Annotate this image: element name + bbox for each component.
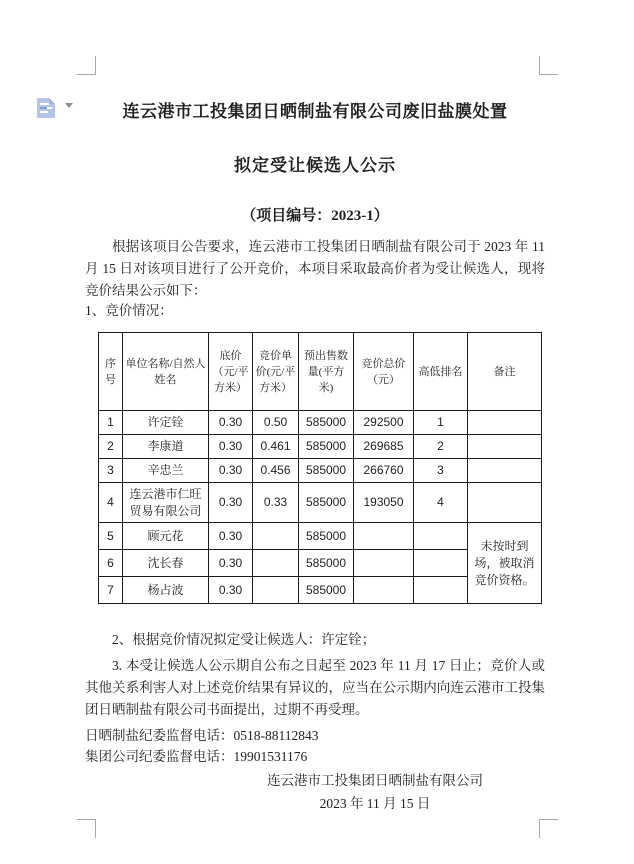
- col-header-name: 单位名称/自然人姓名: [123, 333, 209, 411]
- table-row: [99, 435, 542, 459]
- cell-seq: 7: [99, 577, 123, 604]
- cell-quantity: 585000: [299, 459, 354, 483]
- table-row: [99, 483, 542, 523]
- cell-quantity: 585000: [299, 577, 354, 604]
- col-header-unit: 竞价单价(元/平方米）: [253, 333, 299, 411]
- section3-text: 3. 本受让候选人公示期自公布之日起至 2023 年 11 月 17 日止；竞价人或其他关系利害人对上述竞价结果有异议的，应当在公示期内向连云港市工投集团日晒制盐有限公司书面提出，过期不再受理。: [85, 658, 545, 717]
- intro-paragraph: 根据该项目公告要求，连云港市工投集团日晒制盐有限公司于 2023 年 11 月 15 日对该项目进行了公开竞价，本项目采取最高价者为受让候选人，现将竞价结果公示如下：: [85, 239, 545, 298]
- cell-total: 193050: [354, 483, 414, 523]
- cell-quantity: 585000: [299, 435, 354, 459]
- cell-remark: [468, 411, 542, 435]
- col-header-rank: 高低排名: [414, 333, 468, 411]
- cell-total: [354, 523, 414, 550]
- signature-date: 2023 年 11 月 15 日: [319, 796, 431, 811]
- cell-base: 0.30: [209, 523, 253, 550]
- document-title-line2: 拟定受让候选人公示: [234, 156, 396, 175]
- cell-remark: [468, 483, 542, 523]
- cell-unit: [253, 550, 299, 577]
- cell-quantity: 585000: [299, 483, 354, 523]
- document-title-line1: 连云港市工投集团日晒制盐有限公司废旧盐膜处置: [122, 102, 508, 121]
- cell-unit: 0.456: [253, 459, 299, 483]
- cell-total: [354, 577, 414, 604]
- text-boundary-mark-bottom-right: [539, 819, 558, 838]
- project-number-line: （项目编号：2023-1）: [241, 208, 389, 224]
- cell-base: 0.30: [209, 435, 253, 459]
- cell-rank: 1: [414, 411, 468, 435]
- paste-options-button[interactable]: [36, 96, 73, 125]
- text-boundary-mark-top-right: [539, 56, 558, 75]
- cell-rank: [414, 577, 468, 604]
- cell-rank: [414, 550, 468, 577]
- cell-base: 0.30: [209, 577, 253, 604]
- col-header-remark: 备注: [468, 333, 542, 411]
- cell-name: 沈长春: [123, 550, 209, 577]
- cell-seq: 4: [99, 483, 123, 523]
- cell-base: 0.30: [209, 411, 253, 435]
- cell-rank: 4: [414, 483, 468, 523]
- cell-name: 李康道: [123, 435, 209, 459]
- text-boundary-mark-top-left: [77, 56, 96, 75]
- text-boundary-mark-bottom-left: [77, 819, 96, 838]
- cell-quantity: 585000: [299, 411, 354, 435]
- cell-base: 0.30: [209, 483, 253, 523]
- cell-unit: 0.33: [253, 483, 299, 523]
- cell-name: 连云港市仁旺贸易有限公司: [123, 483, 209, 523]
- section2-text: 2、根据竞价情况拟定受让候选人：许定铨；: [112, 632, 376, 647]
- cell-seq: 1: [99, 411, 123, 435]
- cell-name: 杨占波: [123, 577, 209, 604]
- cell-rank: [414, 523, 468, 550]
- cell-rank: 3: [414, 459, 468, 483]
- col-header-seq: 序号: [99, 333, 123, 411]
- cell-remark-merged: 未按时到场，被取消竞价资格。: [468, 523, 542, 604]
- cell-name: 辛忠兰: [123, 459, 209, 483]
- col-header-base: 底价（元/平方米）: [209, 333, 253, 411]
- cell-quantity: 585000: [299, 550, 354, 577]
- clipboard-paste-icon: [36, 96, 58, 125]
- cell-base: 0.30: [209, 550, 253, 577]
- cell-total: 292500: [354, 411, 414, 435]
- signature-block: [262, 769, 488, 815]
- table-header-row: [99, 333, 542, 411]
- cell-base: 0.30: [209, 459, 253, 483]
- cell-quantity: 585000: [299, 523, 354, 550]
- cell-total: 266760: [354, 459, 414, 483]
- table-row: [99, 411, 542, 435]
- cell-remark: [468, 435, 542, 459]
- cell-total: 269685: [354, 435, 414, 459]
- col-header-quantity: 预出售数量(平方米): [299, 333, 354, 411]
- cell-unit: 0.461: [253, 435, 299, 459]
- cell-name: 许定铨: [123, 411, 209, 435]
- cell-name: 顾元花: [123, 523, 209, 550]
- cell-seq: 3: [99, 459, 123, 483]
- cell-unit: [253, 523, 299, 550]
- table-row: [99, 459, 542, 483]
- supervision-phone-line2: 集团公司纪委监督电话：19901531176: [85, 749, 308, 764]
- paste-options-dropdown-arrow-icon[interactable]: [65, 103, 73, 108]
- bid-results-table: [98, 332, 542, 604]
- cell-unit: 0.50: [253, 411, 299, 435]
- cell-total: [354, 550, 414, 577]
- supervision-phone-line1: 日晒制盐纪委监督电话：0518-88112843: [85, 728, 319, 743]
- cell-seq: 2: [99, 435, 123, 459]
- cell-seq: 5: [99, 523, 123, 550]
- table-row: [99, 523, 542, 550]
- col-header-total: 竞价总价（元）: [354, 333, 414, 411]
- section1-heading: 1、竞价情况：: [85, 303, 173, 318]
- cell-rank: 2: [414, 435, 468, 459]
- cell-remark: [468, 459, 542, 483]
- cell-seq: 6: [99, 550, 123, 577]
- cell-unit: [253, 577, 299, 604]
- signature-company: 连云港市工投集团日晒制盐有限公司: [267, 773, 483, 788]
